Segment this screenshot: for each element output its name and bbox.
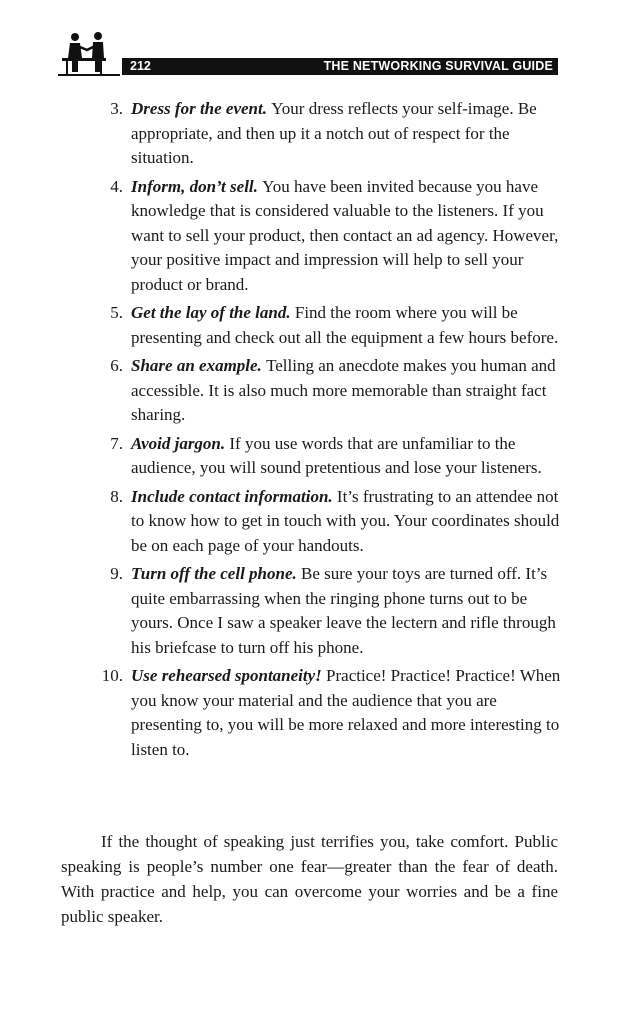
item-lead: Use rehearsed spontaneity! bbox=[131, 666, 327, 685]
closing-paragraph: If the thought of speaking just terrifies you, take comfort. Public speaking is people’s number one fear—greater than the fear of death. With practice and help, you can overcome your worries and be a fine public speaker. bbox=[61, 832, 558, 926]
item-text: You have been invited because you have knowledge that is considered valuable to the listeners. If you want to sell your product, then contact an ad agency. However, your positive impact and impression will help to sell your product or brand. bbox=[131, 176, 559, 294]
item-lead: Inform, don’t sell. bbox=[131, 176, 263, 196]
list-item bbox=[97, 97, 567, 171]
item-number: 3. bbox=[110, 99, 123, 118]
item-text: If you use words that are unfamiliar to the audience, you will sound pretentious and lose your listeners. bbox=[131, 433, 542, 477]
handshake-people-icon bbox=[58, 28, 120, 78]
item-number: 10. bbox=[101, 666, 123, 685]
page-number: 212 bbox=[130, 59, 151, 73]
list-item bbox=[97, 175, 567, 298]
item-text: Telling an anecdote makes you human and accessible. It is also much more memorable than straight fact sharing. bbox=[131, 356, 556, 424]
item-lead: Share an example. bbox=[131, 356, 267, 375]
item-text: Be sure your toys are turned off. It’s quite embarrassing when the ringing phone turns out to be yours. Once I saw a speaker leave the lectern and rifle through his briefcase to turn off his phone. bbox=[131, 564, 556, 657]
item-number: 8. bbox=[110, 486, 123, 506]
item-number: 5. bbox=[110, 303, 123, 322]
running-header bbox=[58, 28, 558, 78]
list-item bbox=[97, 432, 567, 481]
item-text: It’s frustrating to an attendee not to know how to get in touch with you. Your coordinates should be on each page of your handouts. bbox=[131, 486, 560, 555]
item-lead: Turn off the cell phone. bbox=[131, 564, 302, 583]
item-number: 7. bbox=[110, 433, 123, 453]
item-number: 6. bbox=[110, 356, 123, 375]
list-item bbox=[97, 562, 567, 660]
header-bar bbox=[122, 58, 558, 75]
item-lead: Include contact information. bbox=[131, 486, 337, 506]
item-lead: Get the lay of the land. bbox=[131, 303, 295, 322]
list-item bbox=[97, 301, 567, 350]
book-title: THE NETWORKING SURVIVAL GUIDE bbox=[323, 59, 553, 73]
tips-list bbox=[97, 97, 567, 766]
item-text: Your dress reflects your self-image. Be appropriate, and then up it a notch out of respect for the situation. bbox=[131, 99, 537, 167]
item-text: Find the room where you will be presenting and check out all the equipment a few hours before. bbox=[131, 303, 559, 347]
list-item bbox=[97, 485, 567, 559]
list-item bbox=[97, 354, 567, 428]
item-lead: Avoid jargon. bbox=[131, 433, 230, 453]
item-number: 9. bbox=[110, 564, 123, 583]
item-text: Practice! Practice! Practice! When you know your material and the audience that you are presenting to, you will be more relaxed and more interesting to listen to. bbox=[131, 666, 561, 759]
item-number: 4. bbox=[110, 176, 123, 196]
item-lead: Dress for the event. bbox=[131, 99, 272, 118]
list-item bbox=[97, 664, 567, 762]
